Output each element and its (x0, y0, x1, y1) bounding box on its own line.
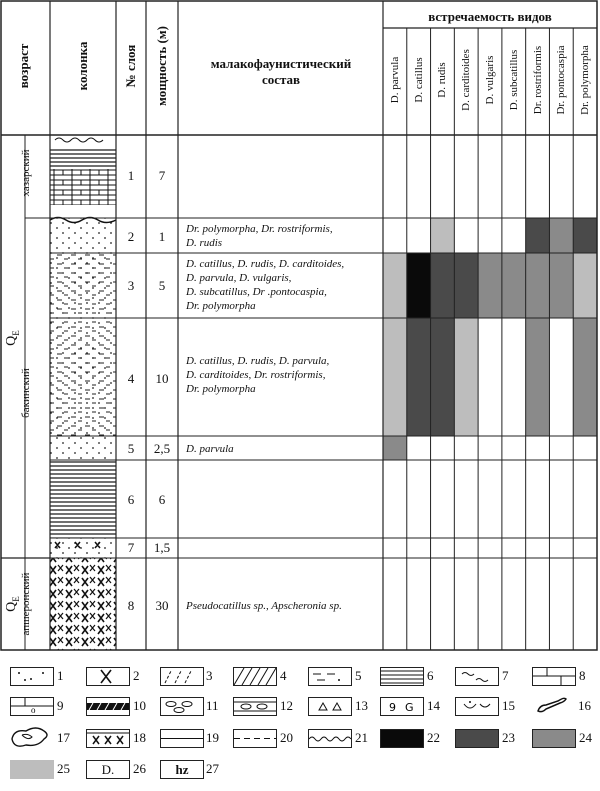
occurrence-cell (573, 253, 597, 318)
species-header: D. carditoides (460, 49, 473, 111)
legend-cross-rock (86, 667, 130, 686)
column-layer-3 (50, 253, 116, 318)
legend-triangles (308, 697, 352, 716)
species-header: D. rudis (436, 62, 449, 98)
legend-hatched-band (86, 697, 130, 716)
layer-2-fauna: Dr. polymorpha, Dr. rostriformis, D. rudis (186, 223, 333, 249)
legend-shade-medium (532, 729, 576, 748)
layer-8-thickness: 30 (155, 598, 169, 613)
legend-limestone (532, 667, 576, 686)
occurrence-cell (573, 318, 597, 436)
legend-wavy-marks (455, 667, 499, 686)
legend-dash-dot (308, 667, 352, 686)
occurrence-cell (431, 218, 455, 253)
age-apsheron: апшеронский (20, 572, 32, 636)
legend-diagonal-dashed (160, 667, 204, 686)
occurrence-cell (383, 253, 407, 318)
legend-wavy-line (308, 729, 352, 748)
layer-4-no: 4 (127, 371, 135, 386)
layer-2-thickness: 1 (158, 229, 166, 244)
legend-arcs (455, 697, 499, 716)
layer-6-thickness: 6 (158, 492, 166, 507)
legend-oval-lines (233, 697, 277, 716)
column-layer-5 (50, 436, 116, 460)
column-layer-6 (50, 460, 116, 538)
header-age: возраст (16, 43, 31, 89)
legend-blob-icon (8, 725, 52, 749)
legend-hz-label: hz (160, 760, 204, 779)
column-layer-4 (50, 318, 116, 436)
occurrence-cell (431, 253, 455, 318)
layer-4-fauna: D. catillus, D. rudis, D. parvula, D. carditoides, Dr. rostriformis, Dr. polymorpha (186, 355, 330, 395)
species-header: Dr. pontocaspia (555, 45, 568, 115)
occurrence-cell (478, 253, 502, 318)
layer-5-thickness: 2,5 (153, 441, 171, 456)
occurrence-cell (383, 436, 407, 460)
age-q-label: $Q_E$ (4, 330, 21, 346)
species-header: D. catillus (412, 57, 425, 103)
occurrence-cell (454, 253, 478, 318)
layer-6-no: 6 (127, 492, 135, 507)
legend-bone-icon (532, 693, 572, 717)
legend-shells (380, 697, 424, 716)
layer-3-thickness: 5 (158, 278, 166, 293)
legend-species-abbrev: D. (86, 760, 130, 779)
occurrence-cell (573, 218, 597, 253)
header-fauna: малакофаунистический состав (210, 56, 352, 87)
layer-1-thickness: 7 (158, 168, 166, 183)
occurrence-cell (549, 218, 573, 253)
legend-shade-dark (455, 729, 499, 748)
legend-limestone-shells (10, 697, 54, 716)
layer-8-fauna: Pseudocatillus sp., Apscheronia sp. (186, 600, 342, 612)
occurrence-cell (383, 318, 407, 436)
legend-x-row (86, 729, 130, 748)
layer-5-no: 5 (127, 441, 135, 456)
occurrence-cell (407, 318, 431, 436)
occurrence-cell (526, 218, 550, 253)
age-baku: бакинский (20, 368, 32, 418)
legend-sand-dots (10, 667, 54, 686)
legend-shade-light (10, 760, 54, 779)
legend-ovals (160, 697, 204, 716)
species-header: Dr. rostriformis (531, 45, 544, 115)
header-occurrence: встречаемость видов (428, 9, 552, 24)
svg-text:G: G (405, 701, 414, 714)
legend-diagonal-hatch (233, 667, 277, 686)
occurrence-cell (526, 253, 550, 318)
occurrence-cell (526, 318, 550, 436)
layer-7-thickness: 1,5 (153, 540, 171, 555)
species-header: D. subcatillus (507, 49, 520, 111)
legend-solid-line (160, 729, 204, 748)
layer-1-no: 1 (127, 168, 135, 183)
occurrence-cell (407, 253, 431, 318)
legend-horizontal-lines (380, 667, 424, 686)
species-header: D. vulgaris (484, 55, 496, 105)
layer-3-no: 3 (127, 278, 135, 293)
occurrence-cell (431, 318, 455, 436)
layer-4-thickness: 10 (155, 371, 169, 386)
age-khazar: хазарский (20, 149, 32, 197)
occurrence-cell (549, 253, 573, 318)
svg-text:o: o (31, 705, 36, 715)
species-header: D. parvula (388, 56, 401, 104)
layer-8-no: 8 (127, 598, 135, 613)
layer-3-fauna: D. catillus, D. rudis, D. carditoides, D. parvula, D. vulgaris, D. subcatillus, Dr .pontocaspia, Dr. polymorpha (186, 258, 345, 312)
column-layer-7 (50, 538, 116, 558)
svg-text:9: 9 (389, 701, 396, 714)
layer-7-no: 7 (127, 540, 135, 555)
occurrence-cell (502, 253, 526, 318)
species-header: Dr. polymorpha (579, 45, 592, 115)
column-layer-1 (50, 135, 116, 205)
header-thickness: мощность (м) (154, 26, 169, 106)
occurrence-cell (454, 318, 478, 436)
layer-2-no: 2 (127, 229, 135, 244)
column-layer-8 (50, 558, 116, 650)
legend-dashed-line (233, 729, 277, 748)
column-layer-2 (50, 218, 116, 254)
legend-shade-black (380, 729, 424, 748)
header-column: колонка (75, 41, 90, 91)
header-layer-no: № слоя (123, 44, 138, 88)
layer-5-fauna: D. parvula (186, 443, 234, 455)
age-qe-label: $Q_E$ (4, 596, 21, 612)
